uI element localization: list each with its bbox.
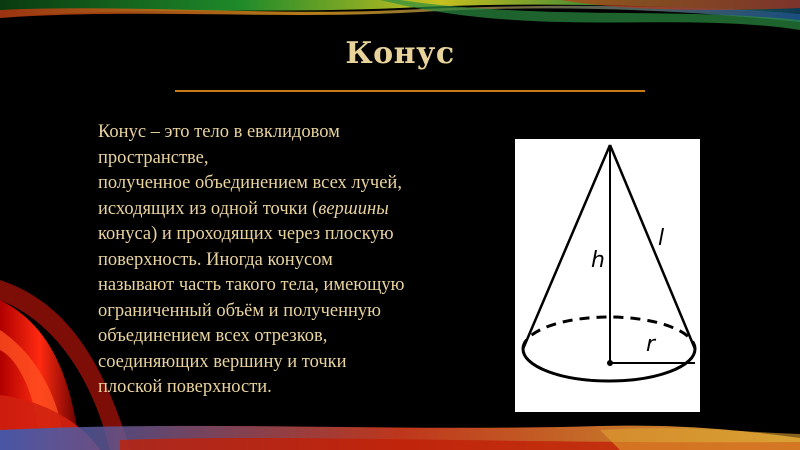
base-center-point — [607, 360, 613, 366]
text-line: соединяющих вершину и точки — [98, 351, 347, 372]
radius-label: r — [646, 332, 656, 357]
definition-text — [98, 120, 498, 401]
text-line: Конус – это тело в евклидовом — [98, 122, 340, 142]
text-line: ограниченный объём и полученную — [98, 300, 381, 321]
text-line: плоской поверхности. — [98, 377, 272, 397]
text-line: конуса) и проходящих через плоскую — [98, 224, 394, 244]
slide-title: Конус — [345, 36, 455, 71]
text-line: пространстве, — [98, 147, 209, 168]
cone-figure — [515, 139, 700, 412]
text-segment: исходящих из одной точки ( — [98, 198, 319, 219]
text-line: объединением всех отрезков, — [98, 326, 328, 346]
height-label: h — [591, 248, 605, 273]
text-line: полученное объединением всех лучей, — [98, 173, 402, 193]
apex-term: вершины — [318, 198, 389, 219]
cone-diagram — [515, 139, 700, 412]
text-line: называют часть такого тела, имеющую — [98, 275, 405, 295]
slant-label: l — [658, 226, 665, 251]
text-line: поверхность. Иногда конусом — [98, 249, 333, 270]
title-divider — [175, 90, 645, 92]
text-line — [98, 197, 498, 223]
